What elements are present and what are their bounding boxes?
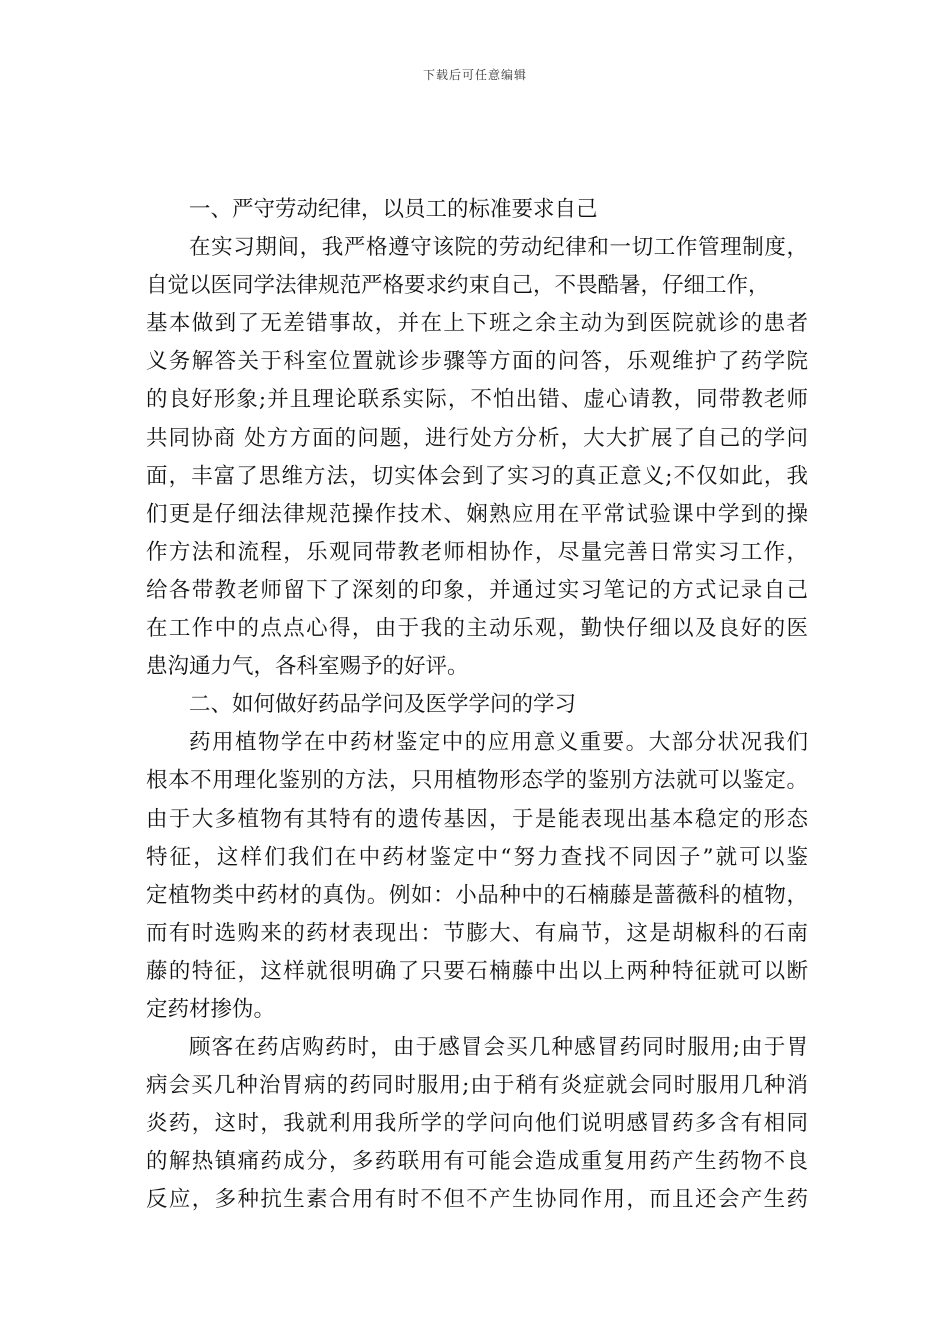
text-line: 患沟通力气，各科室赐予的好评。 [146, 654, 469, 680]
text-line: 特征，这样们我们在中药材鉴定中“努力查找不同因子”就可以鉴 [146, 844, 808, 870]
text-line: 反应，多种抗生素合用有时不但不产生协同作用，而且还会产生药 [146, 1187, 808, 1213]
text-line: 共同协商 处方方面的问题，进行处方分析，大大扩展了自己的学问 [146, 425, 808, 451]
text-line: 根本不用理化鉴别的方法，只用植物形态学的鉴别方法就可以鉴定。 [146, 768, 808, 794]
text-line: 的解热镇痛药成分，多药联用有可能会造成重复用药产生药物不良 [146, 1149, 808, 1175]
document-body [146, 191, 808, 1220]
text-line: 病会买几种治胃病的药同时服用;由于稍有炎症就会同时服用几种消 [146, 1073, 808, 1099]
text-line: 由于大多植物有其特有的遗传基因，于是能表现出基本稳定的形态 [146, 806, 808, 832]
text-line: 药用植物学在中药材鉴定中的应用意义重要。大部分状况我们 [189, 730, 808, 756]
text-line: 的良好形象;并且理论联系实际，不怕出错、虚心请教，同带教老师 [146, 387, 808, 413]
text-line: 面，丰富了思维方法，切实体会到了实习的真正意义;不仅如此，我 [146, 463, 808, 489]
text-line: 义务解答关于科室位置就诊步骤等方面的问答，乐观维护了药学院 [146, 349, 808, 375]
text-line: 基本做到了无差错事故，并在上下班之余主动为到医院就诊的患者 [146, 311, 808, 337]
text-line: 自觉以医同学法律规范严格要求约束自己，不畏酷暑，仔细工作， [146, 273, 770, 299]
text-line: 定药材掺伪。 [146, 996, 276, 1022]
text-line: 在工作中的点点心得，由于我的主动乐观，勤快仔细以及良好的医 [146, 616, 808, 642]
text-line: 藤的特征，这样就很明确了只要石楠藤中出以上两种特征就可以断 [146, 958, 808, 984]
text-line: 顾客在药店购药时，由于感冒会买几种感冒药同时服用;由于胃 [189, 1035, 808, 1061]
text-line: 而有时选购来的药材表现出：节膨大、有扁节，这是胡椒科的石南 [146, 920, 808, 946]
text-line: 在实习期间，我严格遵守该院的劳动纪律和一切工作管理制度， [189, 235, 808, 261]
text-line: 作方法和流程，乐观同带教老师相协作，尽量完善日常实习工作， [146, 539, 808, 565]
text-line: 定植物类中药材的真伪。例如：小品种中的石楠藤是蔷薇科的植物， [146, 882, 808, 908]
text-line: 炎药，这时，我就利用我所学的学问向他们说明感冒药多含有相同 [146, 1111, 808, 1137]
text-line: 一、严守劳动纪律，以员工的标准要求自己 [189, 197, 598, 222]
text-line: 们更是仔细法律规范操作技术、娴熟应用在平常试验课中学到的操 [146, 501, 808, 527]
text-line: 给各带教老师留下了深刻的印象，并通过实习笔记的方式记录自己 [146, 577, 808, 603]
text-line: 二、如何做好药品学问及医学学问的学习 [189, 692, 577, 718]
header-note: 下载后可任意编辑 [422, 68, 527, 82]
